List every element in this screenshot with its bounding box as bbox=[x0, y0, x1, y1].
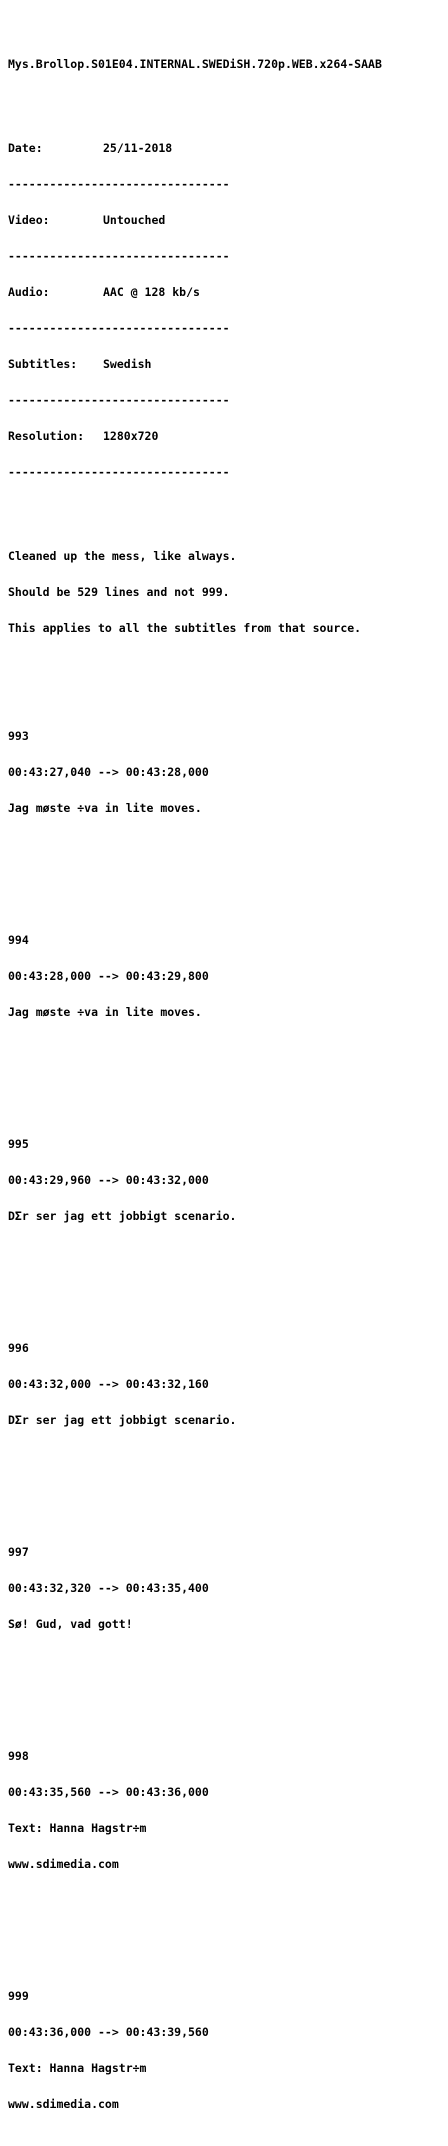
separator-line: -------------------------------- bbox=[8, 177, 230, 191]
field-value: AAC @ 128 kb/s bbox=[103, 285, 200, 299]
subtitle-entry-994 bbox=[8, 910, 444, 1042]
field-label: Subtitles: bbox=[8, 357, 78, 371]
subtitle-text: www.sdimedia.com bbox=[8, 1857, 119, 1871]
subtitle-timing: 00:43:32,000 --> 00:43:32,160 bbox=[8, 1377, 209, 1391]
release-name: Mys.Brollop.S01E04.INTERNAL.SWEDiSH.720p.WEB.x264-SAAB bbox=[8, 57, 382, 71]
field-subtitles bbox=[8, 358, 444, 370]
blank-line bbox=[8, 1678, 444, 1690]
field-value: 1280x720 bbox=[103, 429, 159, 443]
subtitle-entry-993 bbox=[8, 706, 444, 838]
field-value: 25/11-2018 bbox=[103, 141, 173, 155]
subtitle-text: Text: Hanna Hagstr÷m bbox=[8, 1821, 147, 1835]
separator-line: -------------------------------- bbox=[8, 465, 230, 479]
subtitle-timing: 00:43:36,000 --> 00:43:39,560 bbox=[8, 2025, 209, 2039]
blank-line bbox=[8, 1918, 444, 1930]
subtitle-index: 999 bbox=[8, 1989, 29, 2003]
subtitle-text: Jag møste ÷va in lite moves. bbox=[8, 801, 202, 815]
blank-line bbox=[8, 502, 444, 514]
subtitle-timing: 00:43:35,560 --> 00:43:36,000 bbox=[8, 1785, 209, 1799]
subtitle-timing: 00:43:29,960 --> 00:43:32,000 bbox=[8, 1173, 209, 1187]
blank-line bbox=[8, 1066, 444, 1078]
subtitle-index: 997 bbox=[8, 1545, 29, 1559]
subtitle-index: 994 bbox=[8, 933, 29, 947]
field-resolution bbox=[8, 430, 444, 442]
field-audio bbox=[8, 286, 444, 298]
subtitle-timing: 00:43:27,040 --> 00:43:28,000 bbox=[8, 765, 209, 779]
subtitle-timing: 00:43:28,000 --> 00:43:29,800 bbox=[8, 969, 209, 983]
note-line: This applies to all the subtitles from that source. bbox=[8, 621, 362, 635]
subtitle-index: 998 bbox=[8, 1749, 29, 1763]
separator-line: -------------------------------- bbox=[8, 249, 230, 263]
subtitle-entry-999 bbox=[8, 1966, 444, 2134]
field-video bbox=[8, 214, 444, 226]
separator-line: -------------------------------- bbox=[8, 393, 230, 407]
subtitle-index: 993 bbox=[8, 729, 29, 743]
blank-line bbox=[8, 1270, 444, 1282]
subtitle-index: 996 bbox=[8, 1341, 29, 1355]
subtitle-text: Text: Hanna Hagstr÷m bbox=[8, 2061, 147, 2075]
field-value: Untouched bbox=[103, 213, 166, 227]
subtitle-text: Sø! Gud, vad gott! bbox=[8, 1617, 133, 1631]
subtitle-text: www.sdimedia.com bbox=[8, 2097, 119, 2111]
subtitle-entry-995 bbox=[8, 1114, 444, 1246]
subtitle-index: 995 bbox=[8, 1137, 29, 1151]
blank-line bbox=[8, 658, 444, 670]
blank-line bbox=[8, 862, 444, 874]
subtitle-text: DΣr ser jag ett jobbigt scenario. bbox=[8, 1413, 237, 1427]
field-date bbox=[8, 142, 444, 154]
subtitle-text: Jag møste ÷va in lite moves. bbox=[8, 1005, 202, 1019]
field-value: Swedish bbox=[103, 357, 152, 371]
field-label: Resolution: bbox=[8, 429, 85, 443]
field-label: Date: bbox=[8, 141, 43, 155]
note-line: Cleaned up the mess, like always. bbox=[8, 549, 237, 563]
subtitle-entry-996 bbox=[8, 1318, 444, 1450]
subtitle-text-document[interactable] bbox=[8, 34, 444, 2146]
subtitle-entry-997 bbox=[8, 1522, 444, 1654]
separator-line: -------------------------------- bbox=[8, 321, 230, 335]
field-label: Audio: bbox=[8, 285, 50, 299]
subtitle-entry-998 bbox=[8, 1726, 444, 1894]
blank-line bbox=[8, 94, 444, 106]
note-line: Should be 529 lines and not 999. bbox=[8, 585, 230, 599]
subtitle-timing: 00:43:32,320 --> 00:43:35,400 bbox=[8, 1581, 209, 1595]
subtitle-text: DΣr ser jag ett jobbigt scenario. bbox=[8, 1209, 237, 1223]
blank-line bbox=[8, 1474, 444, 1486]
field-label: Video: bbox=[8, 213, 50, 227]
